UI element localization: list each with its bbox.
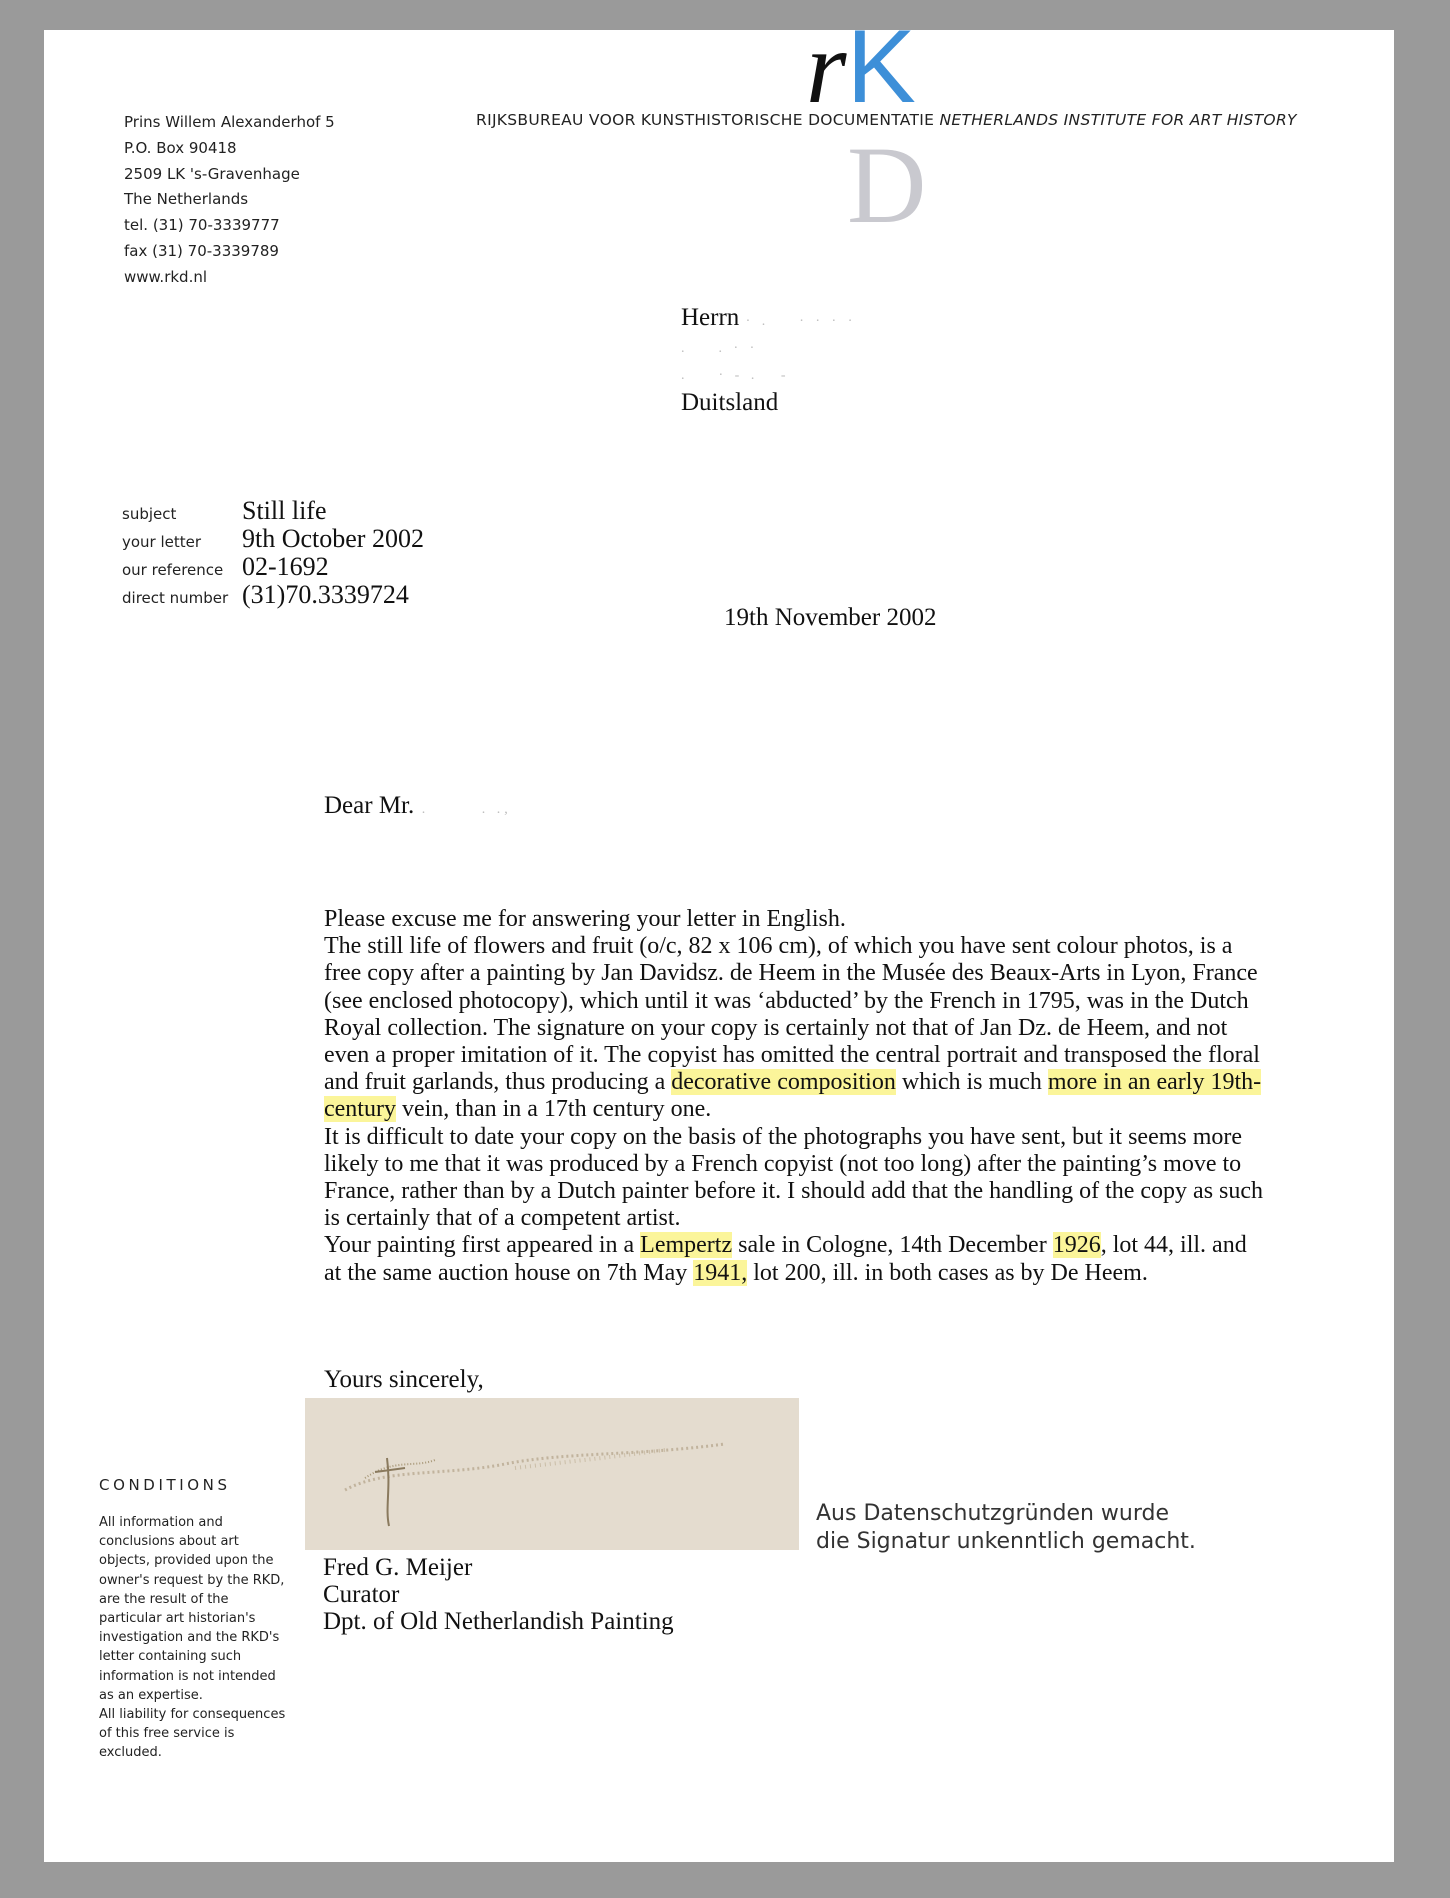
conditions-text	[99, 1513, 289, 1763]
salutation-text: Dear Mr.	[324, 792, 415, 819]
logo-letter-k: K	[846, 9, 916, 125]
conditions-paragraph: All liability for consequences of this free service is excluded.	[99, 1707, 286, 1761]
meta-value: Still life	[242, 496, 327, 525]
address-line: Prins Willem Alexanderhof 5	[124, 113, 335, 131]
highlight: Lempertz	[640, 1232, 733, 1259]
institute-name-english: NETHERLANDS INSTITUTE FOR ART HISTORY	[939, 111, 1297, 129]
recipient-address	[681, 304, 856, 416]
highlight: more in an early 19th-century	[324, 1069, 1262, 1123]
address-line: The Netherlands	[124, 190, 249, 209]
redacted-signature	[305, 1398, 799, 1550]
address-line: 2509 LK 's-Gravenhage	[124, 164, 300, 183]
logo-letter-r: r	[806, 10, 847, 125]
meta-value: 02-1692	[242, 552, 329, 581]
logo-letter-d: D	[847, 124, 927, 246]
letter-page	[44, 9, 1394, 1862]
note-line: Aus Datenschutzgründen wurde	[816, 1501, 1170, 1526]
salutation	[324, 792, 512, 820]
sender-address	[124, 110, 335, 291]
signature-scribble-icon	[305, 1398, 799, 1550]
conditions-heading: CONDITIONS	[99, 1476, 231, 1494]
redacted-name: . . .,	[414, 802, 512, 817]
redacted-line: . · - . -	[681, 368, 790, 383]
meta-row-reference	[122, 552, 424, 580]
body-paragraph-4: Your painting first appeared in a Lempertz sale in Cologne, 14th December 1926, lot 44, ill. and at the same auction house on 7th May 1941, lot 200, ill. in both cases as by De Heem.	[324, 1232, 1247, 1286]
recipient-salute-line	[681, 304, 856, 335]
letter-date: 19th November 2002	[724, 604, 937, 631]
body-paragraph-2: The still life of flowers and fruit (o/c, 82 x 106 cm), of which you have sent colour photos, is a free copy after a painting by Jan Davidsz. de Heem in the Musée des Beaux-Arts in Lyon, France (see enclosed photocopy), which until it was ‘abducted’ by the French in 1795, was in the Dutch Royal collection. The signature on your copy is certainly not that of Jan Dz. de Heem, and not even a proper imitation of it. The copyist has omitted the central portrait and transposed the floral and fruit garlands, thus producing a decorative composition which is much more in an early 19th-century vein, than in a 17th century one.	[324, 933, 1262, 1123]
address-fax: fax (31) 70-3339789	[124, 241, 279, 260]
closing: Yours sincerely,	[324, 1366, 484, 1393]
meta-label: direct number	[122, 589, 229, 607]
highlight: 1941,	[693, 1259, 748, 1286]
meta-value: 9th October 2002	[242, 524, 424, 553]
signer-department: Dpt. of Old Netherlandish Painting	[323, 1608, 674, 1635]
body-paragraph-1: Please excuse me for answering your letter in English.	[324, 906, 846, 932]
conditions-paragraph: All information and conclusions about art objects, provided upon the owner's request by the RKD, are the result of the particular art historian's investigation and the RKD's letter containing such information is not intended as an expertise.	[99, 1515, 285, 1703]
signature-privacy-note	[816, 1500, 1196, 1556]
meta-label: your letter	[122, 533, 202, 551]
signer-name: Fred G. Meijer	[323, 1554, 473, 1581]
redacted-name: · . · · · ·	[745, 314, 857, 329]
signer-title: Curator	[323, 1581, 400, 1608]
body-paragraph-3: It is difficult to date your copy on the basis of the photographs you have sent, but it seems more likely to me that it was produced by a French copyist (not too long) after the painting’s move to France, rather than by a Dutch painter before it. I should add that the handling of the copy as such is certainly that of a competent artist.	[324, 1123, 1264, 1232]
letter-meta	[122, 496, 424, 608]
meta-label: our reference	[122, 561, 224, 579]
note-line: die Signatur unkenntlich gemacht.	[816, 1529, 1196, 1554]
letter-body	[324, 906, 1264, 1287]
rkd-logo	[806, 9, 916, 125]
highlight: decorative composition	[671, 1069, 896, 1096]
address-phone: tel. (31) 70-3339777	[124, 216, 280, 235]
signer-block	[323, 1554, 674, 1635]
meta-label: subject	[122, 505, 177, 523]
recipient-salute: Herrn	[681, 304, 740, 331]
meta-row-direct-number	[122, 580, 424, 608]
institute-name-dutch: RIJKSBUREAU VOOR KUNSTHISTORISCHE DOCUMENTATIE	[476, 111, 935, 129]
address-line: P.O. Box 90418	[124, 138, 237, 157]
recipient-country: Duitsland	[681, 389, 779, 416]
institute-name	[476, 111, 1297, 129]
redacted-line: . . · ·	[681, 341, 759, 356]
meta-row-subject	[122, 496, 424, 524]
meta-value: (31)70.3339724	[242, 580, 409, 609]
highlight: 1926	[1052, 1232, 1101, 1259]
address-website: www.rkd.nl	[124, 267, 208, 286]
meta-row-your-letter	[122, 524, 424, 552]
